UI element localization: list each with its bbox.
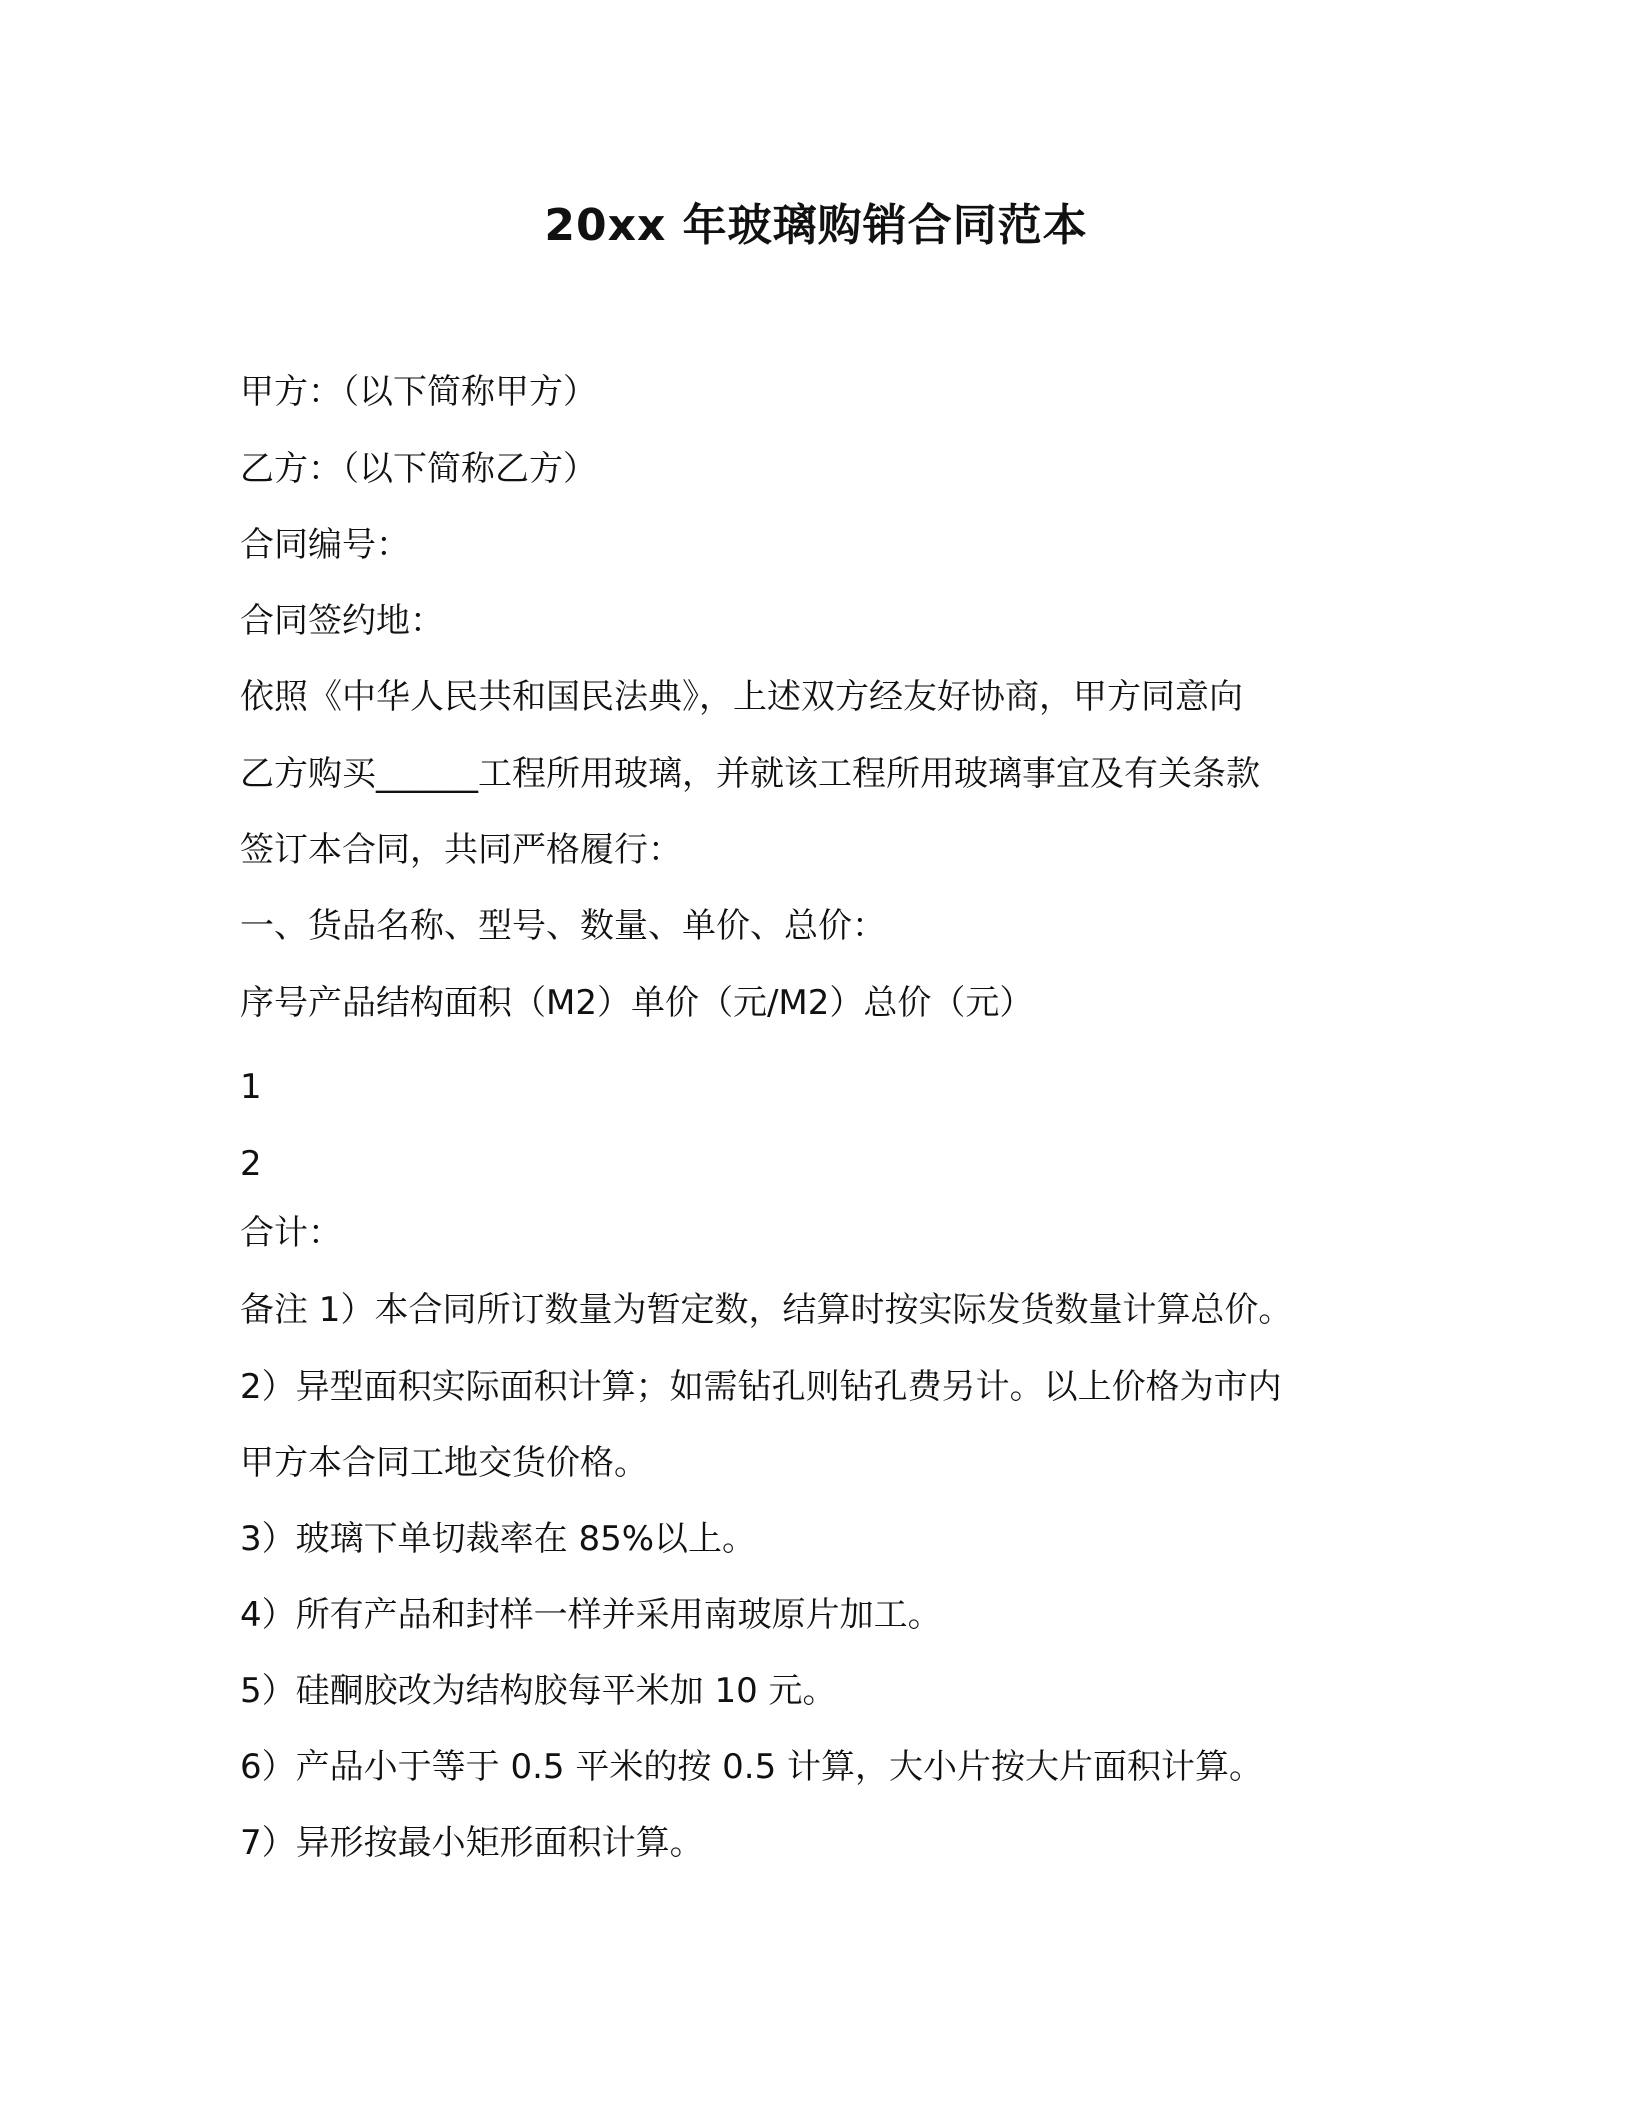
signing-place-line: 合同签约地：	[240, 601, 444, 641]
document-title: 20xx 年玻璃购销合同范本	[544, 200, 1088, 251]
note-line-4: 3）玻璃下单切裁率在 85%以上。	[240, 1519, 757, 1559]
party-b-line: 乙方：（以下简称乙方）	[240, 449, 597, 489]
note-line-1: 备注 1）本合同所订数量为暂定数，结算时按实际发货数量计算总价。	[240, 1290, 1293, 1330]
total-line: 合计：	[240, 1213, 342, 1253]
note-line-7: 6）产品小于等于 0.5 平米的按 0.5 计算，大小片按大片面积计算。	[240, 1747, 1264, 1787]
note-line-5: 4）所有产品和封样一样并采用南玻原片加工。	[240, 1595, 942, 1635]
intro-line-1: 依照《中华人民共和国民法典》，上述双方经友好协商，甲方同意向	[240, 677, 1243, 717]
section-1-heading: 一、货品名称、型号、数量、单价、总价：	[240, 906, 886, 946]
note-line-6: 5）硅酮胶改为结构胶每平米加 10 元。	[240, 1671, 837, 1711]
note-line-3: 甲方本合同工地交货价格。	[240, 1443, 648, 1483]
note-line-2: 2）异型面积实际面积计算；如需钻孔则钻孔费另计。以上价格为市内	[240, 1367, 1282, 1407]
table-header: 序号产品结构面积（M2）单价（元/M2）总价（元）	[240, 983, 1034, 1023]
note-line-8: 7）异形按最小矩形面积计算。	[240, 1823, 704, 1863]
intro-line-3: 签订本合同，共同严格履行：	[240, 830, 682, 870]
table-row-2: 2	[240, 1144, 262, 1184]
intro-line-2: 乙方购买______工程所用玻璃，并就该工程所用玻璃事宜及有关条款	[240, 754, 1260, 794]
table-row-1: 1	[240, 1067, 262, 1107]
party-a-line: 甲方：（以下简称甲方）	[240, 372, 597, 412]
contract-number-line: 合同编号：	[240, 525, 410, 565]
